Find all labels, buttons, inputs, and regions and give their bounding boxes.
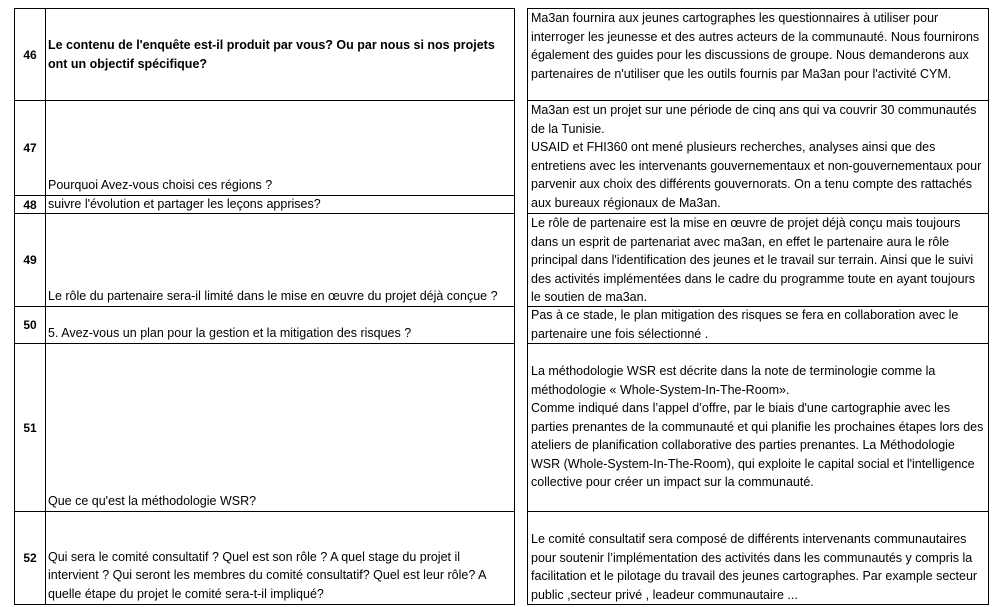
answer-cell bbox=[527, 213, 989, 306]
question-text: Qui sera le comité consultatif ? Quel est son rôle ? A quel stage du projet il intervient ? Qui seront les membres du comité consultatif? Quel est leur rôle? A quelle étape du projet le comité sera-t-il impliqué? bbox=[48, 549, 486, 601]
row-number: 46 bbox=[14, 8, 46, 101]
row-number: 49 bbox=[14, 213, 46, 307]
answer-cell bbox=[527, 8, 989, 100]
question-cell bbox=[45, 8, 515, 101]
row-number: 50 bbox=[14, 306, 46, 344]
question-cell bbox=[45, 511, 515, 605]
answer-text: Le comité consultatif sera composé de différents intervenants communautaires pour soutenir l’implémentation des activités dans les communautés y compris la facilitation et le pilotage du travail des jeunes cartographes. Par example secteur public ,secteur privé , leadeur communautaire ... bbox=[531, 532, 978, 602]
answer-border bbox=[527, 8, 989, 9]
answer-border bbox=[527, 511, 989, 512]
row-number: 48 bbox=[14, 195, 46, 214]
answer-border bbox=[527, 100, 989, 101]
answer-text: Le rôle de partenaire est la mise en œuvre de projet déjà conçu mais toujours dans un esprit de partenariat avec ma3an, en effet le partenaire aura le rôle principal dans l'identification des jeunes et le travail sur terrain. Ainsi que le suivi des activités implémentées dans le cadre du programme toute en ayant toujours le soutien de ma3an. bbox=[531, 216, 975, 304]
answer-border bbox=[527, 213, 989, 214]
question-cell bbox=[45, 100, 515, 196]
question-text: Pourquoi Avez-vous choisi ces régions ? bbox=[48, 177, 273, 192]
question-cell bbox=[45, 343, 515, 512]
question-text: Que ce qu'est la méthodologie WSR? bbox=[48, 493, 257, 508]
question-text: Le contenu de l'enquête est-il produit par vous? Ou par nous si nos projets ont un objectif spécifique? bbox=[48, 38, 495, 71]
row-number: 47 bbox=[14, 100, 46, 196]
question-cell bbox=[45, 306, 515, 344]
question-cell bbox=[45, 195, 515, 214]
answer-cell bbox=[527, 101, 989, 213]
answer-border bbox=[527, 343, 989, 344]
question-text: Le rôle du partenaire sera-il limité dans le mise en œuvre du projet déjà conçue ? bbox=[48, 288, 498, 303]
question-text: suivre l'évolution et partager les leçons apprises? bbox=[48, 197, 321, 212]
answer-border bbox=[527, 604, 989, 605]
answer-text: Ma3an fournira aux jeunes cartographes les questionnaires à utiliser pour interroger les jeunesse et des autres acteurs de la communauté. Nous fournirons également des guides pour les discussions de groupe. Nous demanderons aux partenaires de n'utiliser que les outils fournis par Ma3an pour l'activité CYM. bbox=[531, 11, 980, 81]
row-number: 52 bbox=[14, 511, 46, 605]
answer-cell bbox=[527, 306, 989, 343]
answer-cell bbox=[527, 511, 989, 605]
answer-text: Ma3an est un projet sur une période de cinq ans qui va couvrir 30 communautés de la Tunisie. USAID et FHI360 ont mené plusieurs recherches, analyses ainsi que des entretiens avec les intervenants gouvernementaux et non-gouvernementaux pour parvenir aux choix des différents gouvernorats. On a tenu compte des rattachés aux bureaux régionaux de Ma3an. bbox=[531, 103, 982, 210]
answer-text: Pas à ce stade, le plan mitigation des risques se fera en collaboration avec le partenaire une fois sélectionné . bbox=[531, 308, 959, 341]
question-text: 5. Avez-vous un plan pour la gestion et la mitigation des risques ? bbox=[48, 325, 412, 340]
question-cell bbox=[45, 213, 515, 307]
row-number: 51 bbox=[14, 343, 46, 512]
answer-text: La méthodologie WSR est décrite dans la note de terminologie comme la méthodologie « Whole-System-In-The-Room». Comme indiqué dans l’appel d’offre, par le biais d'une cartographie avec les parties prenantes de la communauté et qui planifie les prochaines étapes lors des ateliers de planification collaborative des parties prenantes. La Méthodologie WSR (Whole-System-In-The-Room), qui exploite le capital social et l'intelligence collective pour créer un impact sur la communauté. bbox=[531, 364, 984, 489]
answer-cell bbox=[527, 343, 989, 511]
answer-border bbox=[527, 306, 989, 307]
